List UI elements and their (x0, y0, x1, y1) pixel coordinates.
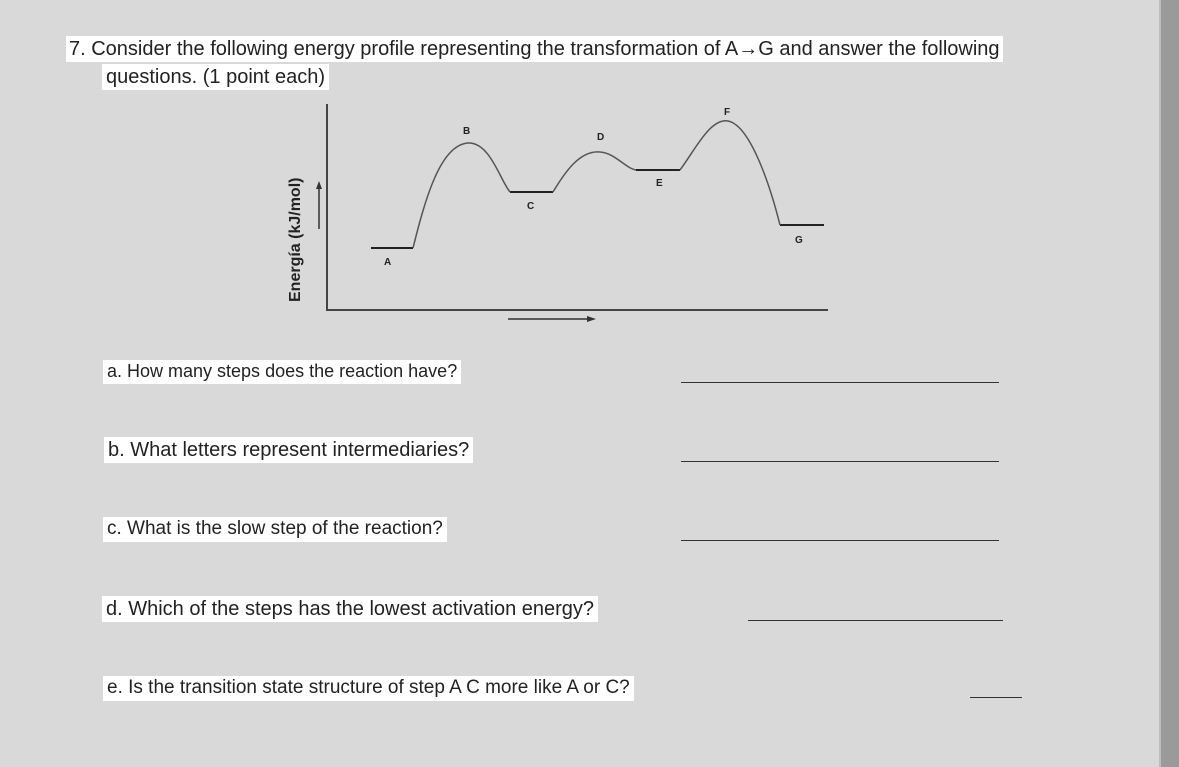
label-b: B (463, 126, 471, 137)
label-g: G (795, 235, 803, 246)
question-title-line2: questions. (1 point each) (102, 64, 329, 90)
answer-line-b[interactable] (681, 461, 999, 462)
label-d: D (597, 132, 605, 143)
y-axis-label: Energía (kJ/mol) (287, 177, 304, 302)
question-e: e. Is the transition state structure of step A C more like A or C? (103, 676, 634, 701)
x-arrow-head (587, 316, 596, 322)
answer-line-e[interactable] (970, 697, 1022, 698)
label-f: F (724, 107, 731, 118)
question-title-line1: 7. Consider the following energy profile representing the transformation of A→G and answer the following (66, 36, 1003, 62)
answer-line-a[interactable] (681, 382, 999, 383)
answer-line-c[interactable] (681, 540, 999, 541)
y-arrow-head (316, 181, 322, 189)
label-c: C (527, 201, 535, 212)
question-b: b. What letters represent intermediaries? (104, 437, 473, 463)
label-a: A (384, 257, 392, 268)
question-c: c. What is the slow step of the reaction? (103, 517, 447, 542)
label-e: E (656, 178, 663, 189)
answer-line-d[interactable] (748, 620, 1003, 621)
question-a: a. How many steps does the reaction have? (103, 360, 461, 384)
question-d: d. Which of the steps has the lowest activation energy? (102, 596, 598, 622)
